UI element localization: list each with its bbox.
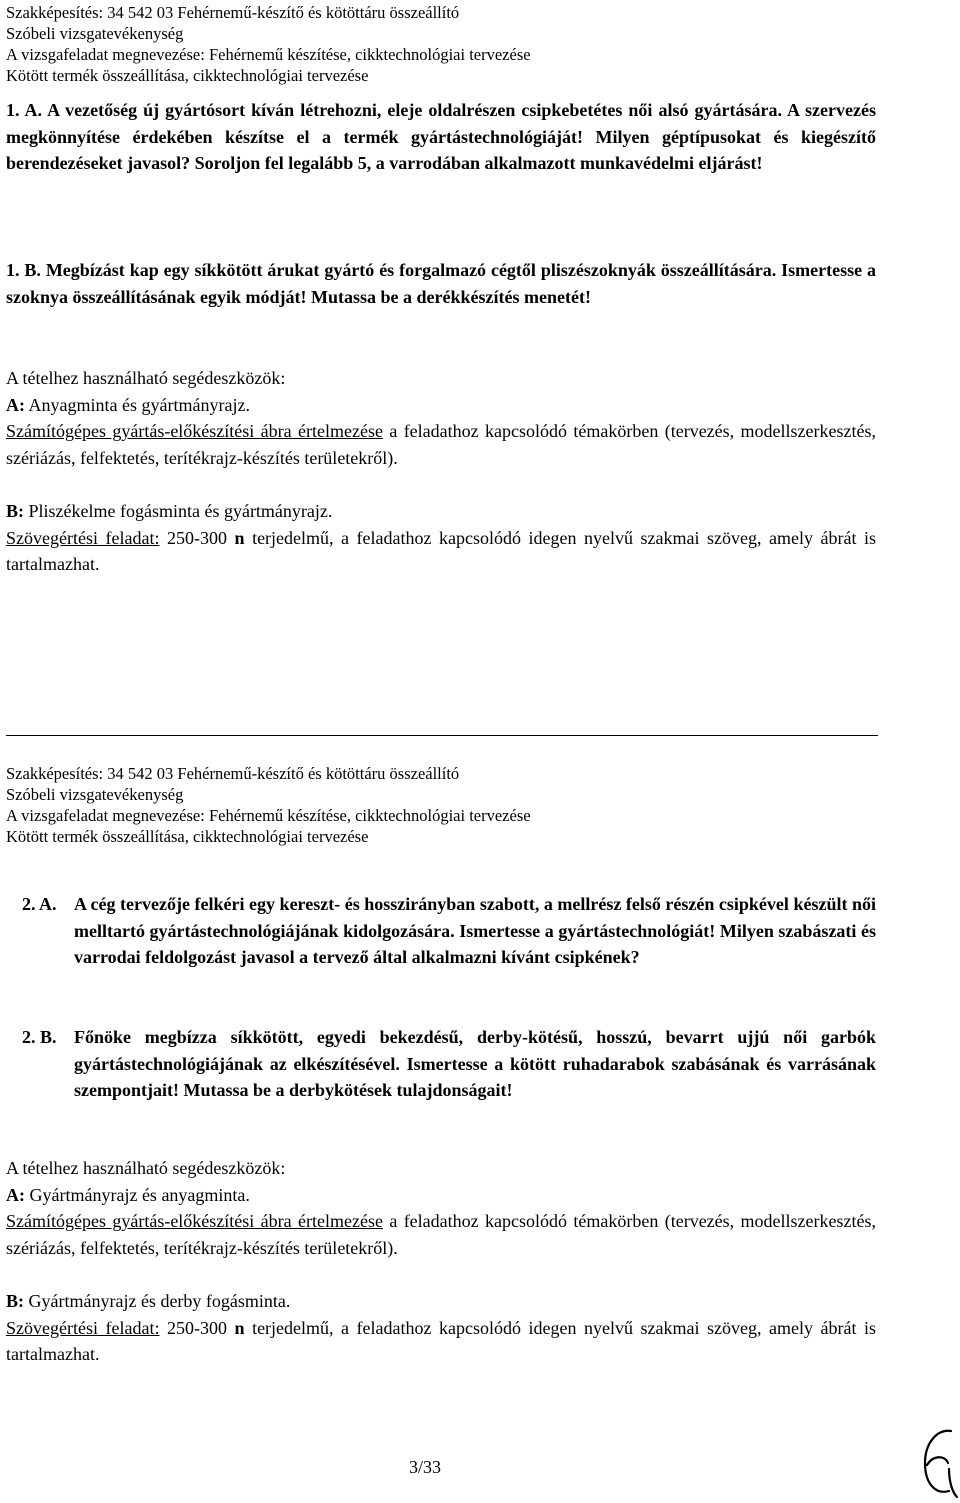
tool-a-cad-paragraph (6, 418, 876, 471)
reading-task-link: Szövegértési feladat: (6, 1317, 160, 1338)
cad-interpretation-link: Számítógépes gyártás-előkészítési ábra értelmezése (6, 1211, 383, 1232)
page-header-2 (6, 763, 876, 847)
tools-section-2 (6, 1155, 876, 1368)
header-line-qualification: Szakképesítés: 34 542 03 Fehérnemű-készítő és kötöttáru összeállító (6, 3, 460, 22)
task-2b (22, 1024, 876, 1104)
handwritten-initial-mark (915, 1425, 960, 1503)
tools-label: A tételhez használható segédeszközök: (6, 1158, 286, 1178)
tool-a-line (6, 1182, 876, 1209)
cad-interpretation-rest: a feladathoz kapcsolódó témakörben (tervezés, modellszerkesztés, szériázás, felfektetés, terítékrajz-készítés területekről). (6, 421, 876, 469)
task-1b (6, 257, 876, 310)
tool-b-prefix: B: (6, 1290, 24, 1311)
reading-task-n: n (234, 527, 245, 548)
header-line-task-name: A vizsgafeladat megnevezése: Fehérnemű készítése, cikktechnológiai tervezése (6, 45, 531, 64)
page-number: 3/33 (408, 1457, 441, 1477)
header-line-exam-type: Szóbeli vizsgatevékenység (6, 785, 184, 804)
reading-task-range: 250-300 (166, 527, 227, 548)
tool-b-text: Gyártmányrajz és derby fogásminta. (28, 1290, 291, 1311)
header-line-subject: Kötött termék összeállítása, cikktechnológiai tervezése (6, 827, 369, 846)
tool-b-text: Pliszékelme fogásminta és gyártmányrajz. (28, 500, 333, 521)
tool-b-reading-paragraph (6, 1315, 876, 1368)
tool-a-text: Gyártmányrajz és anyagminta. (29, 1184, 250, 1205)
task-1a-text: A vezetőség új gyártósort kíván létrehozni, eleje oldalrészen csipkebetétes női alsó gyártására. A szervezés megkönnyítése érdekében készítse el a termék gyártástechnológiáját! Milyen géptípusokat és kiegészítő berendezéseket javasol? Soroljon fel legalább 5, a varrodában alkalmazott munkavédelmi eljárást! (6, 100, 876, 174)
reading-task-rest: terjedelmű, a feladathoz kapcsolódó idegen nyelvű szakmai szöveg, amely ábrát is tartalmazhat. (6, 527, 877, 575)
tool-b-reading-paragraph (6, 525, 876, 578)
cad-interpretation-rest: a feladathoz kapcsolódó témakörben (tervezés, modellszerkesztés, szériázás, felfektetés, terítékrajz-készítés területekről). (6, 1211, 876, 1259)
cad-interpretation-link: Számítógépes gyártás-előkészítési ábra értelmezése (6, 421, 383, 442)
task-2a (22, 891, 876, 971)
reading-task-link: Szövegértési feladat: (6, 527, 160, 548)
header-line-qualification: Szakképesítés: 34 542 03 Fehérnemű-készítő és kötöttáru összeállító (6, 764, 460, 783)
tool-a-line (6, 392, 876, 419)
task-2b-number: 2. B. (22, 1027, 57, 1047)
tool-b-prefix: B: (6, 500, 24, 521)
task-1a-number: 1. A. (6, 100, 43, 120)
tool-a-prefix: A: (6, 394, 25, 415)
tool-b-line (6, 1288, 876, 1315)
task-2a-number: 2. A. (22, 894, 57, 914)
header-line-subject: Kötött termék összeállítása, cikktechnológiai tervezése (6, 66, 369, 85)
task-2b-text: Főnöke megbízza síkkötött, egyedi bekezdésű, derby-kötésű, hosszú, bevarrt ujjú női garbók gyártástechnológiájának az elkészítésével. Ismertesse a kötött ruhadarabok szabásának és varrásának szempontjait! Mutassa be a derbykötések tulajdonságait! (74, 1027, 876, 1101)
header-line-task-name: A vizsgafeladat megnevezése: Fehérnemű készítése, cikktechnológiai tervezése (6, 806, 531, 825)
reading-task-n: n (234, 1317, 245, 1338)
tools-section-1 (6, 365, 876, 578)
tool-a-text: Anyagminta és gyártmányrajz. (28, 394, 250, 415)
header-line-exam-type: Szóbeli vizsgatevékenység (6, 24, 184, 43)
task-1b-text: Megbízást kap egy síkkötött árukat gyártó és forgalmazó cégtől pliszészoknyák összeállítására. Ismertesse a szoknya összeállításának egyik módját! Mutassa be a derékkészítés menetét! (6, 260, 876, 307)
tool-a-cad-paragraph (6, 1208, 876, 1261)
section-separator (6, 735, 878, 736)
reading-task-rest: terjedelmű, a feladathoz kapcsolódó idegen nyelvű szakmai szöveg, amely ábrát is tartalmazhat. (6, 1317, 877, 1365)
tool-a-prefix: A: (6, 1184, 25, 1205)
task-2a-text: A cég tervezője felkéri egy kereszt- és hosszirányban szabott, a mellrész felső részén csipkével készült női melltartó gyártástechnológiájának kidolgozására. Ismertesse a gyártástechnológiát! Milyen szabászati és varrodai feldolgozást javasol a tervező által alkalmazni kívánt csipkének? (74, 894, 876, 968)
page-header-1 (6, 2, 876, 86)
reading-task-range: 250-300 (166, 1317, 227, 1338)
tools-label: A tételhez használható segédeszközök: (6, 368, 286, 388)
tool-b-line (6, 498, 876, 525)
task-1b-number: 1. B. (6, 260, 41, 280)
task-1a (6, 97, 876, 177)
